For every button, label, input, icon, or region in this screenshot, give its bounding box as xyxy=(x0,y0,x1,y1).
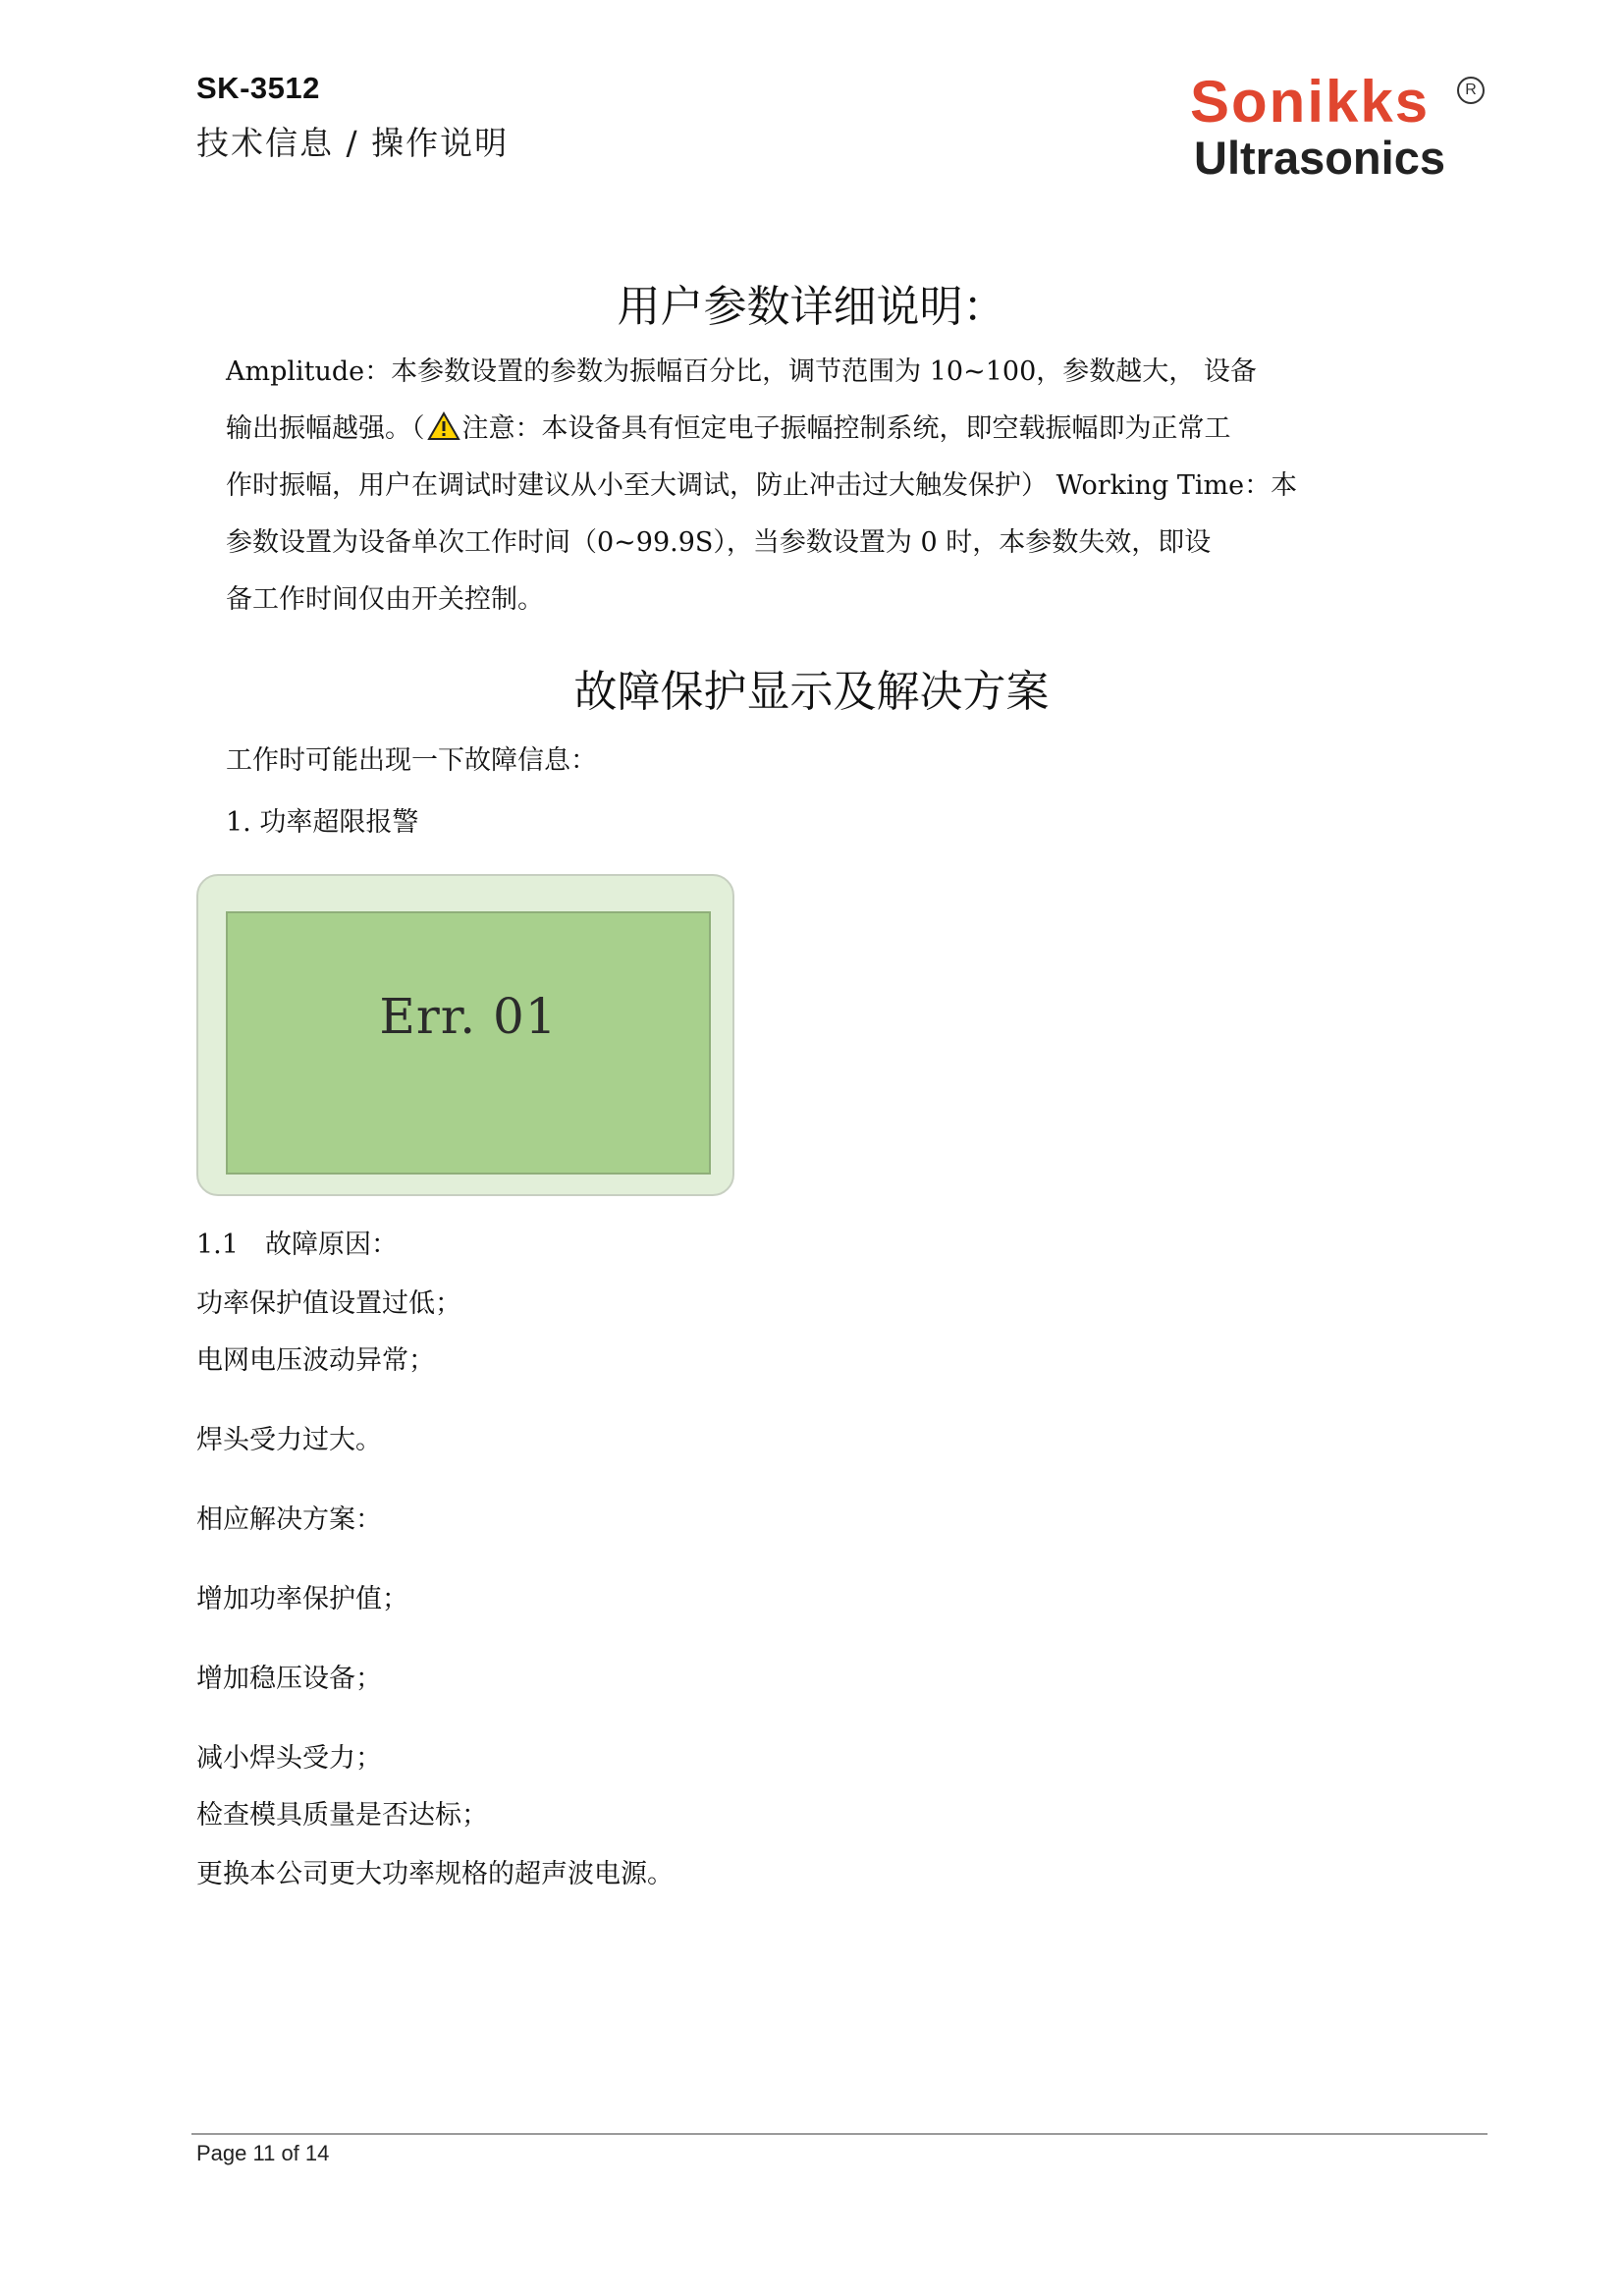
solution-item: 增加功率保护值； xyxy=(196,1584,408,1614)
fault-item-title: 1. 功率超限报警 xyxy=(226,807,419,838)
warning-icon xyxy=(427,405,460,434)
param-line-2-prefix: 输出振幅越强。（ xyxy=(226,413,425,444)
sonikks-logo xyxy=(1190,69,1485,191)
cause-item: 功率保护值设置过低； xyxy=(196,1288,461,1319)
registered-mark-icon: R xyxy=(1457,77,1485,104)
solution-item: 增加稳压设备； xyxy=(196,1664,382,1694)
section-title-user-params: 用户参数详细说明： xyxy=(617,282,1006,332)
solution-heading: 相应解决方案： xyxy=(196,1504,382,1535)
cause-heading: 1.1 故障原因： xyxy=(196,1230,398,1260)
param-line-2 xyxy=(226,401,1335,458)
solution-item: 更换本公司更大功率规格的超声波电源。 xyxy=(196,1859,674,1889)
section-title-faults: 故障保护显示及解决方案 xyxy=(573,667,1050,717)
fault-intro: 工作时可能出现一下故障信息： xyxy=(226,745,597,776)
lcd-screen xyxy=(226,911,711,1175)
logo-tagline: Ultrasonics xyxy=(1194,132,1445,184)
footer-divider xyxy=(191,2133,1488,2135)
model-number: SK-3512 xyxy=(196,71,320,105)
document-subtitle: 技术信息 / 操作说明 xyxy=(196,124,510,162)
param-line-2-rest: 注意：本设备具有恒定电子振幅控制系统，即空载振幅即为正常工 xyxy=(461,413,1231,444)
solution-item: 减小焊头受力； xyxy=(196,1743,382,1774)
param-line-3: 作时振幅，用户在调试时建议从小至大调试，防止冲击过大触发保护） Working Time：本 xyxy=(226,470,1298,501)
solution-item: 检查模具质量是否达标； xyxy=(196,1800,488,1831)
param-description xyxy=(226,344,1335,629)
logo-brand: Sonikks xyxy=(1190,69,1431,135)
lcd-display xyxy=(196,874,734,1196)
cause-item: 焊头受力过大。 xyxy=(196,1425,382,1455)
page-number: Page 11 of 14 xyxy=(196,2141,330,2165)
lcd-error-code: Err. 01 xyxy=(379,988,558,1045)
param-line-1: Amplitude：本参数设置的参数为振幅百分比，调节范围为 10~100，参数越大， 设备 xyxy=(226,356,1257,387)
cause-item: 电网电压波动异常； xyxy=(196,1345,435,1376)
param-line-5: 备工作时间仅由开关控制。 xyxy=(226,584,544,615)
param-line-4: 参数设置为设备单次工作时间（0~99.9S），当参数设置为 0 时，本参数失效，即设 xyxy=(226,527,1212,558)
